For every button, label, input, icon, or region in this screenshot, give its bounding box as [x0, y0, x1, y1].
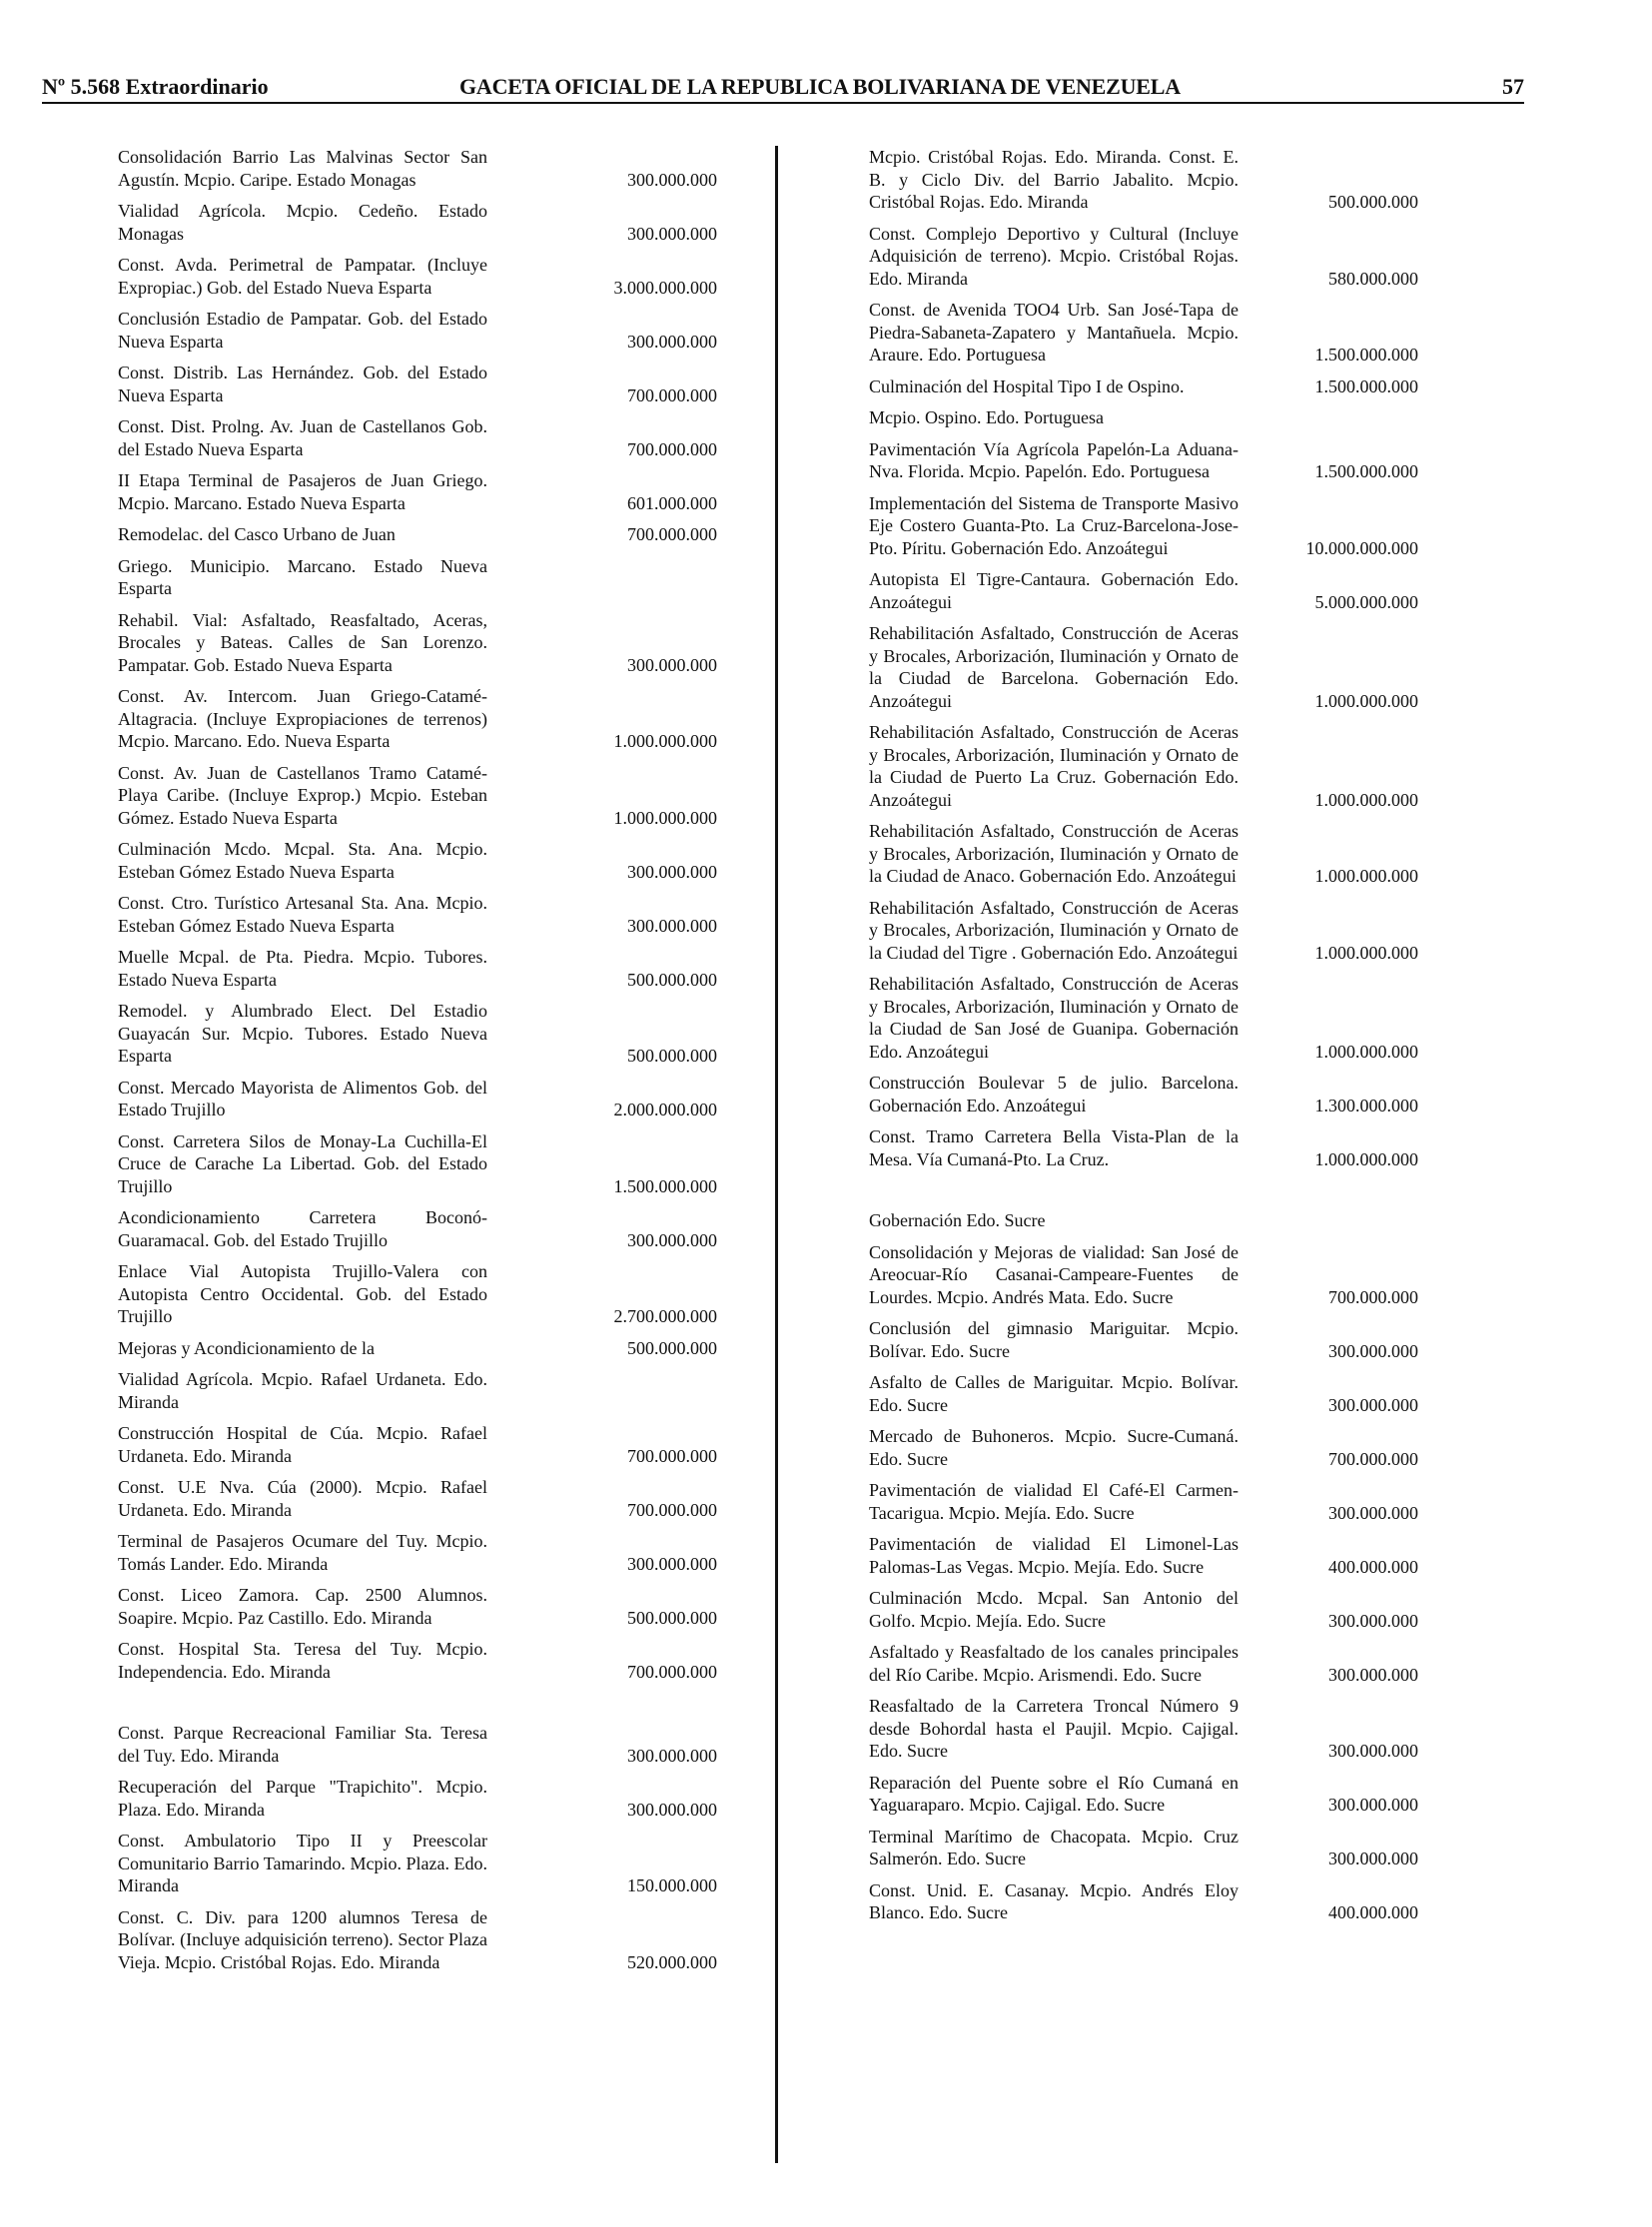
entry-description: Reasfaltado de la Carretera Troncal Número 9 desde Bohordal hasta el Paujil. Mcpio. Cajigal. Edo. Sucre	[869, 1696, 1239, 1761]
entry-description: Conclusión Estadio de Pampatar. Gob. del Estado Nueva Esparta	[118, 309, 487, 352]
entry-amount: 2.000.000.000	[613, 1100, 717, 1119]
entry-description: Const. Parque Recreacional Familiar Sta. Teresa del Tuy. Edo. Miranda	[118, 1723, 487, 1766]
entry-description: Const. Tramo Carretera Bella Vista-Plan de la Mesa. Vía Cumaná-Pto. La Cruz.	[869, 1126, 1239, 1169]
budget-entry	[869, 973, 1488, 1063]
entry-description: Culminación Mcdo. Mcpal. San Antonio del Golfo. Mcpio. Mejía. Edo. Sucre	[869, 1588, 1239, 1631]
entry-description: Const. Avda. Perimetral de Pampatar. (Incluye Expropiac.) Gob. del Estado Nueva Esparta	[118, 255, 487, 298]
budget-entry	[118, 415, 737, 460]
entry-description: Pavimentación de vialidad El Café-El Carmen-Tacarigua. Mcpio. Mejía. Edo. Sucre	[869, 1480, 1239, 1523]
budget-entry	[869, 1317, 1488, 1362]
budget-entry	[869, 1125, 1488, 1170]
budget-entry	[118, 362, 737, 406]
budget-entry	[118, 1077, 737, 1121]
entry-amount: 300.000.000	[627, 169, 717, 190]
entry-description: Construcción Boulevar 5 de julio. Barcelona. Gobernación Edo. Anzoátegui	[869, 1073, 1239, 1115]
budget-entry	[118, 1906, 737, 1974]
budget-entry	[118, 838, 737, 883]
budget-entry	[869, 622, 1488, 712]
entry-amount: 10.000.000.000	[1305, 537, 1418, 558]
entry-description: Rehabilitación Asfaltado, Construcción de Aceras y Brocales, Arborización, Iluminación y Ornato de la Ciudad del Tigre . Gobernación Edo. Anzoátegui	[869, 897, 1239, 963]
entry-amount: 700.000.000	[1328, 1286, 1418, 1307]
entry-amount: 300.000.000	[627, 331, 717, 352]
entry-amount: 150.000.000	[627, 1875, 717, 1895]
budget-entry	[118, 1776, 737, 1821]
budget-entry	[118, 1722, 737, 1767]
entry-amount: 400.000.000	[1328, 1556, 1418, 1577]
budget-entry	[869, 897, 1488, 965]
entry-description: Rehabil. Vial: Asfaltado, Reasfaltado, Aceras, Brocales y Bateas. Calles de San Lorenzo. Pampatar. Gob. Estado Nueva Esparta	[118, 609, 487, 675]
entry-description: Const. Ctro. Turístico Artesanal Sta. Ana. Mcpio. Esteban Gómez Estado Nueva Esparta	[118, 893, 487, 936]
entry-amount: 500.000.000	[627, 969, 717, 990]
entry-amount: 300.000.000	[627, 1799, 717, 1820]
entry-description: Enlace Vial Autopista Trujillo-Valera con Autopista Centro Occidental. Gob. del Estado Trujillo	[118, 1261, 487, 1326]
entry-description: Mcpio. Ospino. Edo. Portuguesa	[869, 407, 1104, 427]
entry-description: Griego. Municipio. Marcano. Estado Nueva Esparta	[118, 555, 487, 598]
budget-entry	[869, 1072, 1488, 1116]
budget-entry	[118, 254, 737, 299]
budget-entry	[869, 1695, 1488, 1763]
entry-description: Asfaltado y Reasfaltado de los canales principales del Río Caribe. Mcpio. Arismendi. Edo. Sucre	[869, 1642, 1239, 1685]
entry-description: Culminación Mcdo. Mcpal. Sta. Ana. Mcpio. Esteban Gómez Estado Nueva Esparta	[118, 839, 487, 882]
entry-amount: 601.000.000	[627, 492, 717, 513]
entry-description: Reparación del Puente sobre el Río Cumaná en Yaguaraparo. Mcpio. Cajigal. Edo. Sucre	[869, 1772, 1239, 1815]
entry-amount: 1.000.000.000	[613, 731, 717, 751]
entry-description: Mercado de Buhoneros. Mcpio. Sucre-Cumaná. Edo. Sucre	[869, 1426, 1239, 1469]
right-column	[869, 146, 1488, 1933]
entry-description: Const. C. Div. para 1200 alumnos Teresa de Bolívar. (Incluye adquisición terreno). Sector Plaza Vieja. Mcpio. Cristóbal Rojas. Edo. Miranda	[118, 1906, 487, 1972]
budget-entry	[118, 892, 737, 937]
entry-description: Rehabilitación Asfaltado, Construcción de Aceras y Brocales, Arborización, Iluminación y Ornato de la Ciudad de Barcelona. Gobernación Edo. Anzoátegui	[869, 623, 1239, 711]
entry-amount: 520.000.000	[627, 1951, 717, 1972]
entry-description: Mejoras y Acondicionamiento de la	[118, 1337, 375, 1358]
budget-entry	[869, 438, 1488, 483]
entry-description: Const. Unid. E. Casanay. Mcpio. Andrés Eloy Blanco. Edo. Sucre	[869, 1879, 1239, 1922]
budget-entry	[869, 1826, 1488, 1870]
entry-description: Mcpio. Cristóbal Rojas. Edo. Miranda. Const. E. B. y Ciclo Div. del Barrio Jabalito. Mcpio. Cristóbal Rojas. Edo. Miranda	[869, 147, 1239, 212]
entry-amount: 300.000.000	[627, 1553, 717, 1574]
budget-entry	[869, 1533, 1488, 1578]
entry-description: Const. Complejo Deportivo y Cultural (Incluye Adquisición de terreno). Mcpio. Cristóbal Rojas. Edo. Miranda	[869, 223, 1239, 289]
section-heading	[869, 1209, 1488, 1232]
entry-description: Const. Distrib. Las Hernández. Gob. del Estado Nueva Esparta	[118, 363, 487, 405]
entry-description: Muelle Mcpal. de Pta. Piedra. Mcpio. Tubores. Estado Nueva Esparta	[118, 947, 487, 990]
budget-entry	[118, 1422, 737, 1467]
entry-description: Asfalto de Calles de Mariguitar. Mcpio. Bolívar. Edo. Sucre	[869, 1372, 1239, 1415]
budget-entry	[118, 1476, 737, 1521]
entry-amount: 1.500.000.000	[1314, 375, 1418, 396]
entry-description: Const. Hospital Sta. Teresa del Tuy. Mcpio. Independencia. Edo. Miranda	[118, 1639, 487, 1682]
entry-amount: 300.000.000	[1328, 1849, 1418, 1868]
entry-description: Rehabilitación Asfaltado, Construcción de Aceras y Brocales, Arborización, Iluminación y Ornato de la Ciudad de San José de Guanipa. Gobernación Edo. Anzoátegui	[869, 974, 1239, 1062]
budget-entry	[118, 1530, 737, 1575]
budget-entry	[118, 1260, 737, 1328]
entry-description: Vialidad Agrícola. Mcpio. Cedeño. Estado Monagas	[118, 201, 487, 244]
budget-entry	[118, 523, 737, 546]
entry-amount: 1.000.000.000	[1314, 942, 1418, 963]
entry-amount: 1.500.000.000	[1314, 345, 1418, 365]
budget-entry	[118, 1000, 737, 1068]
entry-amount: 500.000.000	[627, 1607, 717, 1628]
entry-description: Construcción Hospital de Cúa. Mcpio. Rafael Urdaneta. Edo. Miranda	[118, 1423, 487, 1466]
budget-entry	[869, 406, 1488, 429]
entry-amount: 300.000.000	[1328, 1610, 1418, 1631]
budget-entry	[118, 1638, 737, 1683]
budget-entry	[869, 721, 1488, 811]
budget-entry	[869, 568, 1488, 613]
budget-entry	[869, 223, 1488, 291]
entry-amount: 300.000.000	[1328, 1394, 1418, 1415]
entry-description: Const. Av. Intercom. Juan Griego-Catamé-Altagracia. (Incluye Expropiaciones de terrenos) Mcpio. Marcano. Edo. Nueva Esparta	[118, 686, 487, 751]
entry-amount: 700.000.000	[627, 1661, 717, 1682]
entry-description: Const. U.E Nva. Cúa (2000). Mcpio. Rafael Urdaneta. Edo. Miranda	[118, 1477, 487, 1520]
entry-amount: 700.000.000	[627, 384, 717, 405]
entry-amount: 2.700.000.000	[613, 1306, 717, 1326]
entry-amount: 1.500.000.000	[1314, 461, 1418, 481]
entry-amount: 1.000.000.000	[1314, 1148, 1418, 1169]
budget-entry	[869, 1587, 1488, 1632]
entry-description: Rehabilitación Asfaltado, Construcción de Aceras y Brocales, Arborización, Iluminación y Ornato de la Ciudad de Puerto La Cruz. Gobernación Edo. Anzoátegui	[869, 722, 1239, 810]
entry-description: II Etapa Terminal de Pasajeros de Juan Griego. Mcpio. Marcano. Estado Nueva Esparta	[118, 470, 487, 513]
entry-amount: 1.000.000.000	[613, 807, 717, 828]
entry-amount: 300.000.000	[1328, 1664, 1418, 1685]
entry-description: Const. Dist. Prolng. Av. Juan de Castellanos Gob. del Estado Nueva Esparta	[118, 416, 487, 459]
entry-amount: 1.000.000.000	[1314, 690, 1418, 711]
entry-amount: 300.000.000	[627, 1745, 717, 1766]
entry-amount: 700.000.000	[1328, 1448, 1418, 1469]
entry-amount: 1.300.000.000	[1314, 1095, 1418, 1115]
page-header	[42, 70, 1524, 104]
entry-description: Recuperación del Parque "Trapichito". Mcpio. Plaza. Edo. Miranda	[118, 1777, 487, 1820]
budget-entry	[118, 946, 737, 991]
budget-entry	[118, 1584, 737, 1629]
entry-amount: 700.000.000	[627, 1445, 717, 1466]
entry-amount: 400.000.000	[1328, 1902, 1418, 1922]
budget-entry	[869, 820, 1488, 888]
entry-amount: 5.000.000.000	[1314, 591, 1418, 612]
column-divider	[775, 146, 778, 2163]
budget-entry	[118, 1130, 737, 1198]
entry-amount: 1.000.000.000	[1314, 1041, 1418, 1062]
budget-entry	[869, 299, 1488, 367]
entry-description: Implementación del Sistema de Transporte Masivo Eje Costero Guanta-Pto. La Cruz-Barcelona-Jose-Pto. Píritu. Gobernación Edo. Anzoátegui	[869, 492, 1239, 558]
entry-amount: 700.000.000	[627, 438, 717, 459]
entry-amount: 300.000.000	[627, 915, 717, 936]
entry-amount: 300.000.000	[1328, 1340, 1418, 1361]
entry-description: Pavimentación de vialidad El Limonel-Las Palomas-Las Vegas. Mcpio. Mejía. Edo. Sucre	[869, 1534, 1239, 1577]
budget-entry	[118, 1206, 737, 1251]
entry-amount: 300.000.000	[627, 223, 717, 244]
budget-entry	[118, 1368, 737, 1413]
entry-amount: 1.000.000.000	[1314, 866, 1418, 886]
budget-entry	[869, 1425, 1488, 1470]
entry-amount: 500.000.000	[1328, 192, 1418, 212]
entry-amount: 300.000.000	[627, 861, 717, 882]
column-spacer	[118, 1692, 737, 1722]
page-number: 57	[1502, 74, 1524, 99]
budget-entry	[869, 146, 1488, 214]
entry-description: Conclusión del gimnasio Mariguitar. Mcpio. Bolívar. Edo. Sucre	[869, 1318, 1239, 1361]
budget-entry	[869, 375, 1488, 398]
entry-description: Const. de Avenida TOO4 Urb. San José-Tapa de Piedra-Sabaneta-Zapatero y Mantañuela. Mcpio. Araure. Edo. Portuguesa	[869, 300, 1239, 365]
issue-number: Nº 5.568 Extraordinario	[42, 74, 269, 99]
entry-description: Pavimentación Vía Agrícola Papelón-La Aduana-Nva. Florida. Mcpio. Papelón. Edo. Portuguesa	[869, 438, 1239, 481]
gazette-title: GACETA OFICIAL DE LA REPUBLICA BOLIVARIANA DE VENEZUELA	[459, 74, 1181, 99]
entry-description: Const. Mercado Mayorista de Alimentos Gob. del Estado Trujillo	[118, 1077, 487, 1119]
header-rule	[42, 102, 1524, 104]
entry-description: Autopista El Tigre-Cantaura. Gobernación Edo. Anzoátegui	[869, 569, 1239, 612]
entry-amount: 700.000.000	[627, 524, 717, 544]
budget-entry	[118, 200, 737, 245]
entry-description: Consolidación y Mejoras de vialidad: San José de Areocuar-Río Casanai-Campeare-Fuentes de Lourdes. Mcpio. Andrés Mata. Edo. Sucre	[869, 1241, 1239, 1307]
budget-entry	[118, 685, 737, 753]
entry-amount: 1.000.000.000	[1314, 789, 1418, 810]
entry-description: Acondicionamiento Carretera Boconó-Guaramacal. Gob. del Estado Trujillo	[118, 1207, 487, 1250]
budget-entry	[869, 1879, 1488, 1924]
entry-description: Remodelac. del Casco Urbano de Juan	[118, 524, 396, 544]
entry-description: Const. Ambulatorio Tipo II y Preescolar Comunitario Barrio Tamarindo. Mcpio. Plaza. Edo. Miranda	[118, 1831, 487, 1895]
budget-entry	[118, 1830, 737, 1897]
entry-amount: 300.000.000	[1328, 1795, 1418, 1815]
budget-entry	[118, 1337, 737, 1360]
entry-description: Const. Av. Juan de Castellanos Tramo Catamé-Playa Caribe. (Incluye Exprop.) Mcpio. Esteban Gómez. Estado Nueva Esparta	[118, 762, 487, 828]
entry-description: Vialidad Agrícola. Mcpio. Rafael Urdaneta. Edo. Miranda	[118, 1369, 487, 1412]
entry-description: Terminal Marítimo de Chacopata. Mcpio. Cruz Salmerón. Edo. Sucre	[869, 1826, 1239, 1868]
entry-description: Rehabilitación Asfaltado, Construcción de Aceras y Brocales, Arborización, Iluminación y Ornato de la Ciudad de Anaco. Gobernación Edo. Anzoátegui	[869, 821, 1239, 886]
entry-description: Gobernación Edo. Sucre	[869, 1210, 1046, 1230]
entry-description: Terminal de Pasajeros Ocumare del Tuy. Mcpio. Tomás Lander. Edo. Miranda	[118, 1531, 487, 1574]
entry-description: Remodel. y Alumbrado Elect. Del Estadio Guayacán Sur. Mcpio. Tubores. Estado Nueva Esparta	[118, 1001, 487, 1066]
entry-amount: 300.000.000	[627, 654, 717, 675]
budget-entry	[869, 1479, 1488, 1524]
budget-entry	[869, 1772, 1488, 1817]
budget-entry	[118, 469, 737, 514]
budget-entry	[869, 492, 1488, 560]
left-column	[118, 146, 737, 1982]
entry-amount: 500.000.000	[627, 1337, 717, 1358]
entry-description: Consolidación Barrio Las Malvinas Sector San Agustín. Mcpio. Caripe. Estado Monagas	[118, 147, 487, 190]
entry-description: Const. Liceo Zamora. Cap. 2500 Alumnos. Soapire. Mcpio. Paz Castillo. Edo. Miranda	[118, 1585, 487, 1628]
entry-amount: 1.500.000.000	[613, 1175, 717, 1196]
entry-amount: 580.000.000	[1328, 268, 1418, 289]
entry-amount: 500.000.000	[627, 1046, 717, 1066]
entry-amount: 3.000.000.000	[613, 277, 717, 298]
entry-amount: 700.000.000	[627, 1499, 717, 1520]
budget-entry	[118, 609, 737, 677]
entry-amount: 300.000.000	[627, 1229, 717, 1250]
budget-entry	[869, 1641, 1488, 1686]
budget-entry	[869, 1371, 1488, 1416]
budget-entry	[118, 308, 737, 353]
entry-description: Const. Carretera Silos de Monay-La Cuchilla-El Cruce de Carache La Libertad. Gob. del Estado Trujillo	[118, 1130, 487, 1196]
column-spacer	[869, 1179, 1488, 1209]
entry-amount: 300.000.000	[1328, 1502, 1418, 1523]
budget-entry	[118, 762, 737, 830]
entry-amount: 300.000.000	[1328, 1741, 1418, 1761]
budget-entry	[118, 555, 737, 600]
budget-entry	[869, 1241, 1488, 1309]
budget-entry	[118, 146, 737, 191]
entry-description: Culminación del Hospital Tipo I de Ospino.	[869, 375, 1185, 396]
